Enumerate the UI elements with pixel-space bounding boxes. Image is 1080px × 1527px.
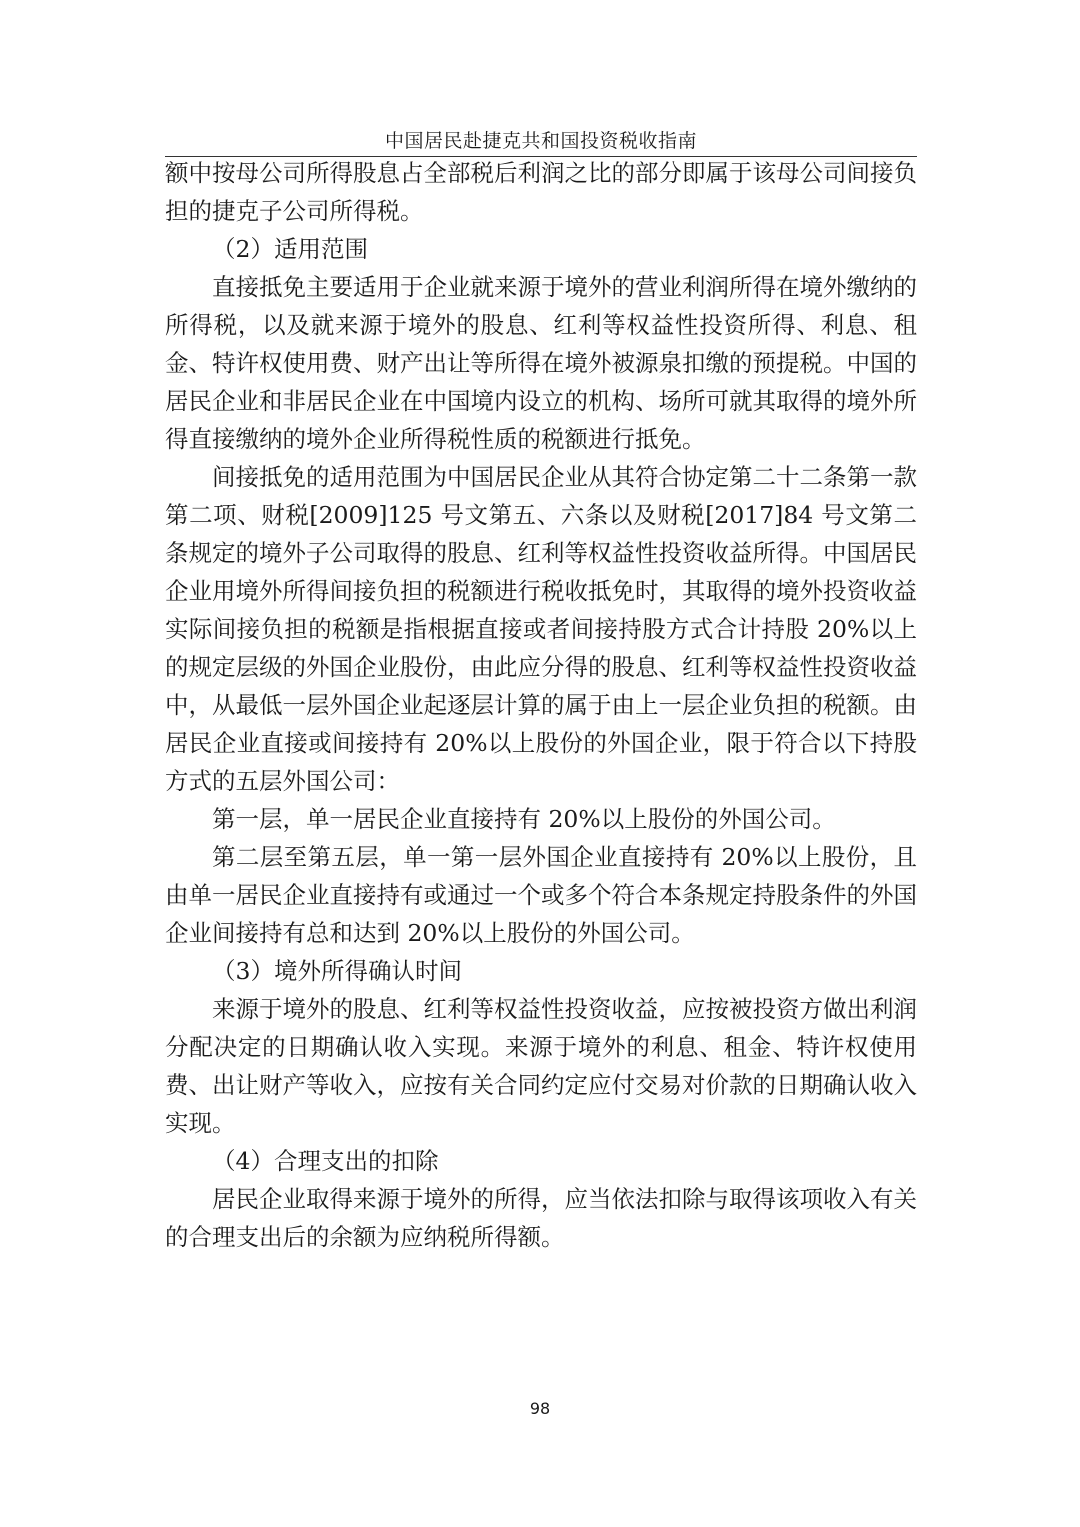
paragraph-direct-credit: 直接抵免主要适用于企业就来源于境外的营业利润所得在境外缴纳的所得税，以及就来源于境外的股息、红利等权益性投资所得、利息、租金、特许权使用费、财产出让等所得在境外被源泉扣缴的预提税。中国的居民企业和非居民企业在中国境内设立的机构、场所可就其取得的境外所得直接缴纳的境外企业所得税性质的税额进行抵免。 <box>165 273 917 453</box>
paragraph-indirect-credit: 间接抵免的适用范围为中国居民企业从其符合协定第二十二条第一款第二项、财税[2009]125 号文第五、六条以及财税[2017]84 号文第二条规定的境外子公司取得的股息、红利等权益性投资收益所得。中国居民企业用境外所得间接负担的税额进行税收抵免时，其取得的境外投资收益实际间接负担的税额是指根据直接或者间接持股方式合计持股 20%以上的规定层级的外国企业股份，由此应分得的股息、红利等权益性投资收益中，从最低一层外国企业起逐层计算的属于由上一层企业负担的税额。由居民企业直接或间接持有 20%以上股份的外国企业，限于符合以下持股方式的五层外国公司： <box>165 463 917 795</box>
section-heading-recognition-time: （3）境外所得确认时间 <box>212 957 462 985</box>
paragraph-second-to-fifth-tier: 第二层至第五层，单一第一层外国企业直接持有 20%以上股份，且由单一居民企业直接持有或通过一个或多个符合本条规定持股条件的外国企业间接持有总和达到 20%以上股份的外国公司。 <box>165 843 917 947</box>
section-heading-scope: （2）适用范围 <box>212 235 368 263</box>
running-header: 中国居民赴捷克共和国投资税收指南 <box>384 130 697 152</box>
paragraph-deduction: 居民企业取得来源于境外的所得，应当依法扣除与取得该项收入有关的合理支出后的余额为应纳税所得额。 <box>165 1185 917 1251</box>
paragraph-continuation: 额中按母公司所得股息占全部税后利润之比的部分即属于该母公司间接负担的捷克子公司所得税。 <box>165 159 917 225</box>
page-number: 98 <box>529 1399 551 1418</box>
paragraph-first-tier: 第一层，单一居民企业直接持有 20%以上股份的外国公司。 <box>212 805 836 833</box>
paragraph-recognition-time: 来源于境外的股息、红利等权益性投资收益，应按被投资方做出利润分配决定的日期确认收入实现。来源于境外的利息、租金、特许权使用费、出让财产等收入，应按有关合同约定应付交易对价款的日期确认收入实现。 <box>165 995 917 1137</box>
page-body <box>165 154 917 1256</box>
section-heading-deduction: （4）合理支出的扣除 <box>212 1147 439 1175</box>
